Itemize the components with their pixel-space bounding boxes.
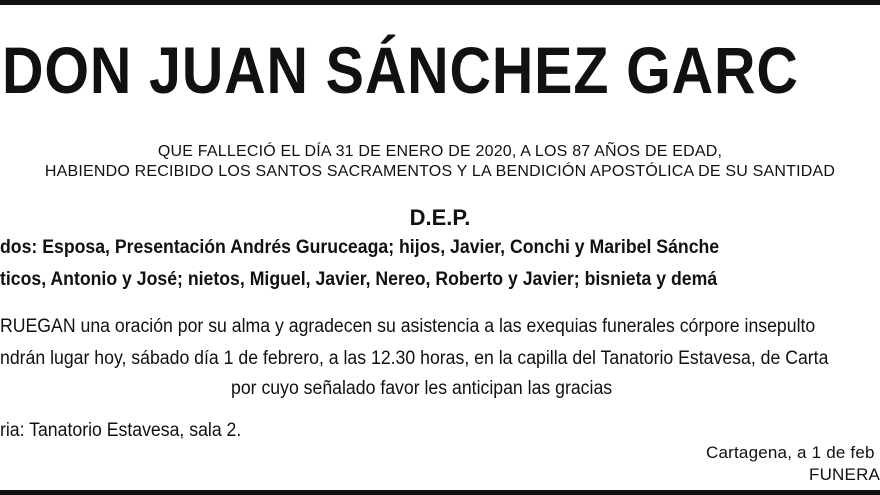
rip-heading: D.E.P. xyxy=(409,205,471,230)
prayer-line-1 xyxy=(0,315,815,339)
bottom-border-rule xyxy=(0,490,880,495)
family-line-2: ticos, Antonio y José; nietos, Miguel, Javier, Nereo, Roberto y Javier; bisnieta y demá xyxy=(0,269,718,290)
deceased-name: DON JUAN SÁNCHEZ GARC xyxy=(2,33,799,107)
top-border-rule xyxy=(0,0,880,5)
place-and-date: Cartagena, a 1 de feb xyxy=(706,443,875,462)
death-notice-line-1: QUE FALLECIÓ EL DÍA 31 DE ENERO DE 2020, A LOS 87 AÑOS DE EDAD, xyxy=(157,143,723,160)
prayer-lead-word: RUEGAN xyxy=(0,316,76,337)
family-line-1: dos: Esposa, Presentación Andrés Guruceaga; hijos, Javier, Conchi y Maribel Sánche xyxy=(0,237,720,258)
funeral-home-signature: FUNERA xyxy=(809,465,880,484)
chapel-location: ria: Tanatorio Estavesa, sala 2. xyxy=(0,420,242,441)
prayer-line-1-text: una oración por su alma y agradecen su asistencia a las exequias funerales córpore insepulto xyxy=(75,316,816,337)
prayer-line-2: ndrán lugar hoy, sábado día 1 de febrero, a las 12.30 horas, en la capilla del Tanatorio Estavesa, de Carta xyxy=(0,348,829,369)
prayer-line-3: por cuyo señalado favor les anticipan las gracias xyxy=(231,378,613,399)
death-notice-line-2: HABIENDO RECIBIDO LOS SANTOS SACRAMENTOS Y LA BENDICIÓN APOSTÓLICA DE SU SANTIDAD xyxy=(44,163,836,180)
